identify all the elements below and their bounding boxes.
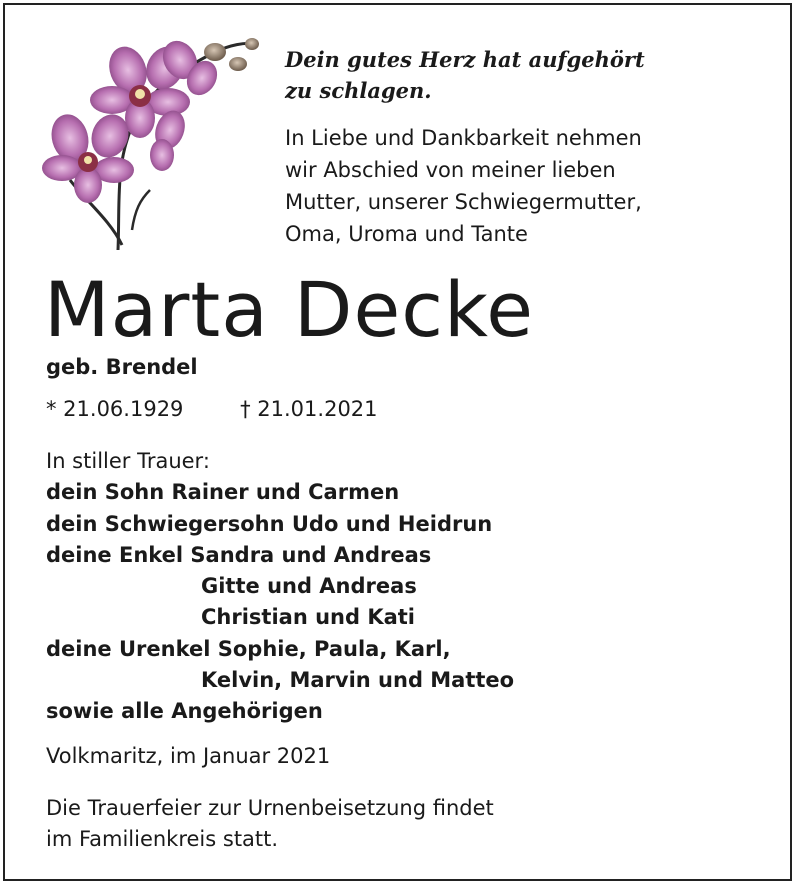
mourner-line: dein Sohn Rainer und Carmen [46, 480, 400, 505]
funeral-note [46, 793, 494, 855]
mourners-list [46, 446, 514, 728]
mourner-line: Christian und Kati [201, 605, 416, 630]
intro-line: wir Abschied von meiner lieben [285, 158, 616, 182]
mourner-line: Gitte und Andreas [201, 574, 417, 599]
intro-line: Mutter, unserer Schwiegermutter, [285, 190, 642, 214]
place-date: Volkmaritz, im Januar 2021 [46, 744, 331, 768]
mourner-line: deine Enkel Sandra und Andreas [46, 542, 432, 567]
deceased-name: Marta Decke [44, 265, 535, 354]
maiden-name: geb. Brendel [46, 355, 198, 379]
motto-line: Dein gutes Herz hat aufgehört [285, 47, 645, 72]
mourner-line: sowie alle Angehörigen [46, 699, 323, 724]
mourner-line: Kelvin, Marvin und Matteo [201, 668, 515, 693]
mourners-heading: In stiller Trauer: [46, 449, 210, 473]
orchid-icon [40, 30, 280, 255]
intro-text [285, 122, 765, 250]
intro-line: Oma, Uroma und Tante [285, 222, 528, 246]
funeral-line: im Familienkreis statt. [46, 827, 279, 851]
motto-line: zu schlagen. [285, 78, 432, 103]
intro-line: In Liebe und Dankbarkeit nehmen [285, 126, 642, 150]
funeral-line: Die Trauerfeier zur Urnenbeisetzung findet [46, 796, 494, 820]
death-date: † 21.01.2021 [240, 397, 378, 421]
mourner-line: deine Urenkel Sophie, Paula, Karl, [46, 636, 451, 661]
life-dates [46, 397, 378, 421]
mourner-line: dein Schwiegersohn Udo und Heidrun [46, 511, 493, 536]
birth-date: * 21.06.1929 [46, 397, 184, 421]
motto [285, 44, 765, 106]
